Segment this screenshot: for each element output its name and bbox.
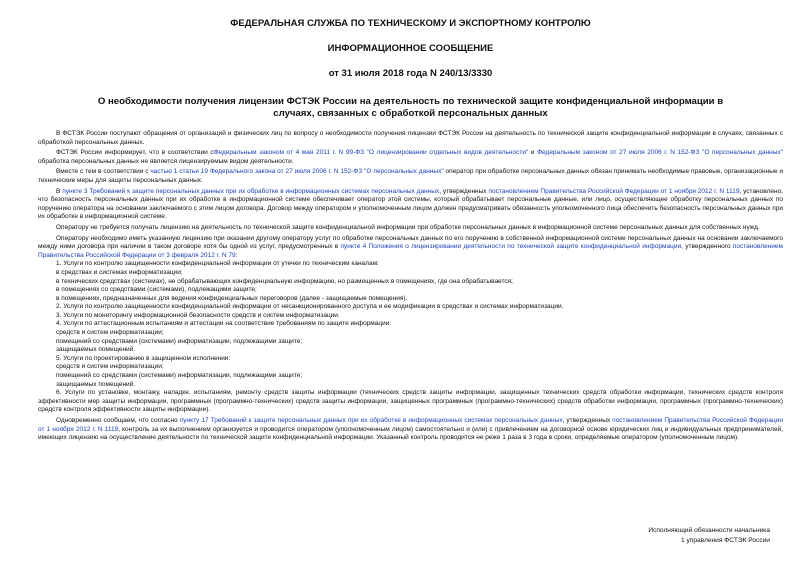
paragraph-text: обработка персональных данных не является лицензируемым видом деятельности. xyxy=(38,157,294,165)
list-item: в помещениях, предназначенных для ведения конфиденциальных переговоров (далее - защищаемые помещения). xyxy=(56,294,408,302)
paragraph xyxy=(38,235,783,261)
paragraph-text: , контроль за их выполнением организуется и проводится оператором (уполномоченным лицом) самостоятельно и (или) с привлечением на договорной основе юридических лиц и индивидуальных предпринимателей, имеющих лицензию на осуществление деятельности по технической защите конфиденциальной информации. Указанный контроль проводится не реже 1 раза в 3 года в сроки, определяемые оператором (уполномоченным лицом). xyxy=(38,425,783,442)
list-item: 3. Услуги по мониторингу информационной безопасности средств и систем информатизации. xyxy=(56,311,340,319)
list-item: средств и систем информатизации; xyxy=(56,363,164,371)
paragraph xyxy=(38,149,783,166)
paragraph-text: , установлено, что безопасность персональных данных при их обработке в информационной системе обеспечивает оператор этой системы, который обрабатывает персональные данные, или лицо, осуществляющее обработку персональных данных по поручению оператора на основании заключаемого с этим лицом договора. Договор между оператором и уполномоченным лицом должен предусматривать обязанность уполномоченного лица обеспечить безопасность персональных данных при их обработке в информационной системе. xyxy=(38,187,783,221)
list-item: 2. Услуги по контролю защищенности конфиденциальной информации от несанкционированного доступа и ее модификации в средствах и системах информатизации. xyxy=(56,303,564,311)
list-item: 4. Услуги по аттестационным испытаниям и аттестации на соответствие требованиям по защите информации: xyxy=(56,320,392,328)
list-item: помещений со средствами (системами) информатизации, подлежащими защите; xyxy=(56,372,303,380)
paragraph-text: Оператору необходимо иметь указанную лицензию при оказании другому оператору услуг по обработке персональных данных по его поручению в собственной информационной системе персональных данных на основании заключаемого между ними договора при наличии в таком договоре хотя бы одной из услуг, предусмотренных в xyxy=(38,234,783,251)
law-link[interactable]: пункте 3 Требований к защите персональных данных при их обработке в информационных системах персональных данных xyxy=(62,187,440,195)
signature-block xyxy=(648,526,770,546)
signature-position: Исполняющий обязанности начальника xyxy=(648,527,770,534)
paragraph-text: , утвержденных xyxy=(439,187,489,195)
document-type: ИНФОРМАЦИОННОЕ СООБЩЕНИЕ xyxy=(327,43,494,54)
paragraph: 6. Услуги по установке, монтажу, наладке, испытаниям, ремонту средств защиты информации (технических средств защиты информации, защищенных технических средств обработки информации, технических средств контроля эффективности мер защиты информации, программных (программно-технических) средств защиты информации, защищенных программных (программно-технических) средств обработки информации, программных (программно-технических) средств контроля эффективности защиты информации). xyxy=(38,389,783,414)
law-link[interactable]: Федеральным законом от 27 июля 2006 г. N 152-ФЗ "О персональных данных" xyxy=(537,149,783,157)
list-item: 5. Услуги по проектированию в защищенном исполнении: xyxy=(56,354,231,362)
list-item: защищаемых помещений. xyxy=(56,346,136,354)
document-body xyxy=(38,130,783,443)
law-link[interactable]: постановлением Правительства Российской Федерации от 1 ноября 2012 г. N 1119 xyxy=(488,187,740,195)
signature-department: 1 управления ФСТЭК России xyxy=(680,537,770,544)
law-link[interactable]: постановлением Правительства Российской Федерации от 1 ноября 2012 г. N 1119 xyxy=(38,417,784,433)
document-title: О необходимости получения лицензии ФСТЭК России на деятельность по технической защите конфиденциальной информации в случаях, связанных с обработкой персональных данных xyxy=(97,96,724,119)
list-item: в технических средствах (системах), не обрабатывающих конфиденциальную информацию, но размещенных в помещениях, где она обрабатывается; xyxy=(56,277,513,285)
paragraph: В ФСТЭК России поступают обращения от организаций и физических лиц по вопросу о необходимости получения лицензии ФСТЭК России на деятельность по технической защите конфиденциальной информации в случаях, связанных с обработкой персональных данных. xyxy=(38,130,783,146)
paragraph-text: Вместе с тем в соответствии с xyxy=(56,168,151,176)
list-item: в средствах и системах информатизации; xyxy=(56,268,183,276)
list-item: 1. Услуги по контролю защищенности конфиденциальной информации от утечки по техническим каналам: xyxy=(56,260,379,268)
law-link[interactable]: постановлением Правительства Российской Федерации от 3 февраля 2012 г. N 79 xyxy=(38,243,783,259)
law-link[interactable]: частью 1 статьи 19 Федерального закона от 27 июля 2006 г. N 152-ФЗ "О персональных данных" xyxy=(150,168,444,176)
agency-name: ФЕДЕРАЛЬНАЯ СЛУЖБА ПО ТЕХНИЧЕСКОМУ И ЭКСПОРТНОМУ КОНТРОЛЮ xyxy=(230,18,591,29)
paragraph xyxy=(38,168,783,185)
law-link[interactable]: пункте 4 Положения о лицензировании деятельности по технической защите конфиденциальной информации xyxy=(340,243,682,251)
paragraph-text: , утвержденного xyxy=(681,243,733,251)
paragraph xyxy=(38,417,783,443)
list-item: средств и систем информатизации; xyxy=(56,329,164,337)
list-item: в помещениях со средствами (системами), подлежащими защите; xyxy=(56,286,257,294)
paragraph xyxy=(38,188,783,222)
paragraph-text: и xyxy=(528,149,538,157)
paragraph-text: : xyxy=(235,251,238,259)
paragraph-text: Одновременно сообщаем, что согласно xyxy=(56,417,180,424)
document-date-number: от 31 июля 2018 года N 240/13/3330 xyxy=(328,68,493,79)
paragraph-text: оператор при обработке персональных данных обязан принимать необходимые правовые, организационные и технические меры для защиты персональных данных. xyxy=(38,168,784,184)
paragraph-text: ФСТЭК России информирует, что в соответствии с xyxy=(56,149,214,157)
paragraph-text: , утвержденных xyxy=(562,417,613,424)
list-item: помещений со средствами (системами) информатизации, подлежащими защите; xyxy=(56,337,303,345)
law-link[interactable]: Федеральным законом от 4 мая 2011 г. N 99-ФЗ "О лицензировании отдельных видов деятельности" xyxy=(213,149,529,157)
paragraph-text: В xyxy=(56,187,63,195)
paragraph: Оператору не требуется получать лицензию на деятельность по технической защите конфиденциальной информации при обработке персональных данных в информационной системе персональных данных для собственных нужд. xyxy=(56,223,760,231)
law-link[interactable]: пункту 17 Требований к защите персональных данных при их обработке в информационных системах персональных данных xyxy=(179,417,563,424)
list-item: защищаемых помещений. xyxy=(56,380,136,388)
